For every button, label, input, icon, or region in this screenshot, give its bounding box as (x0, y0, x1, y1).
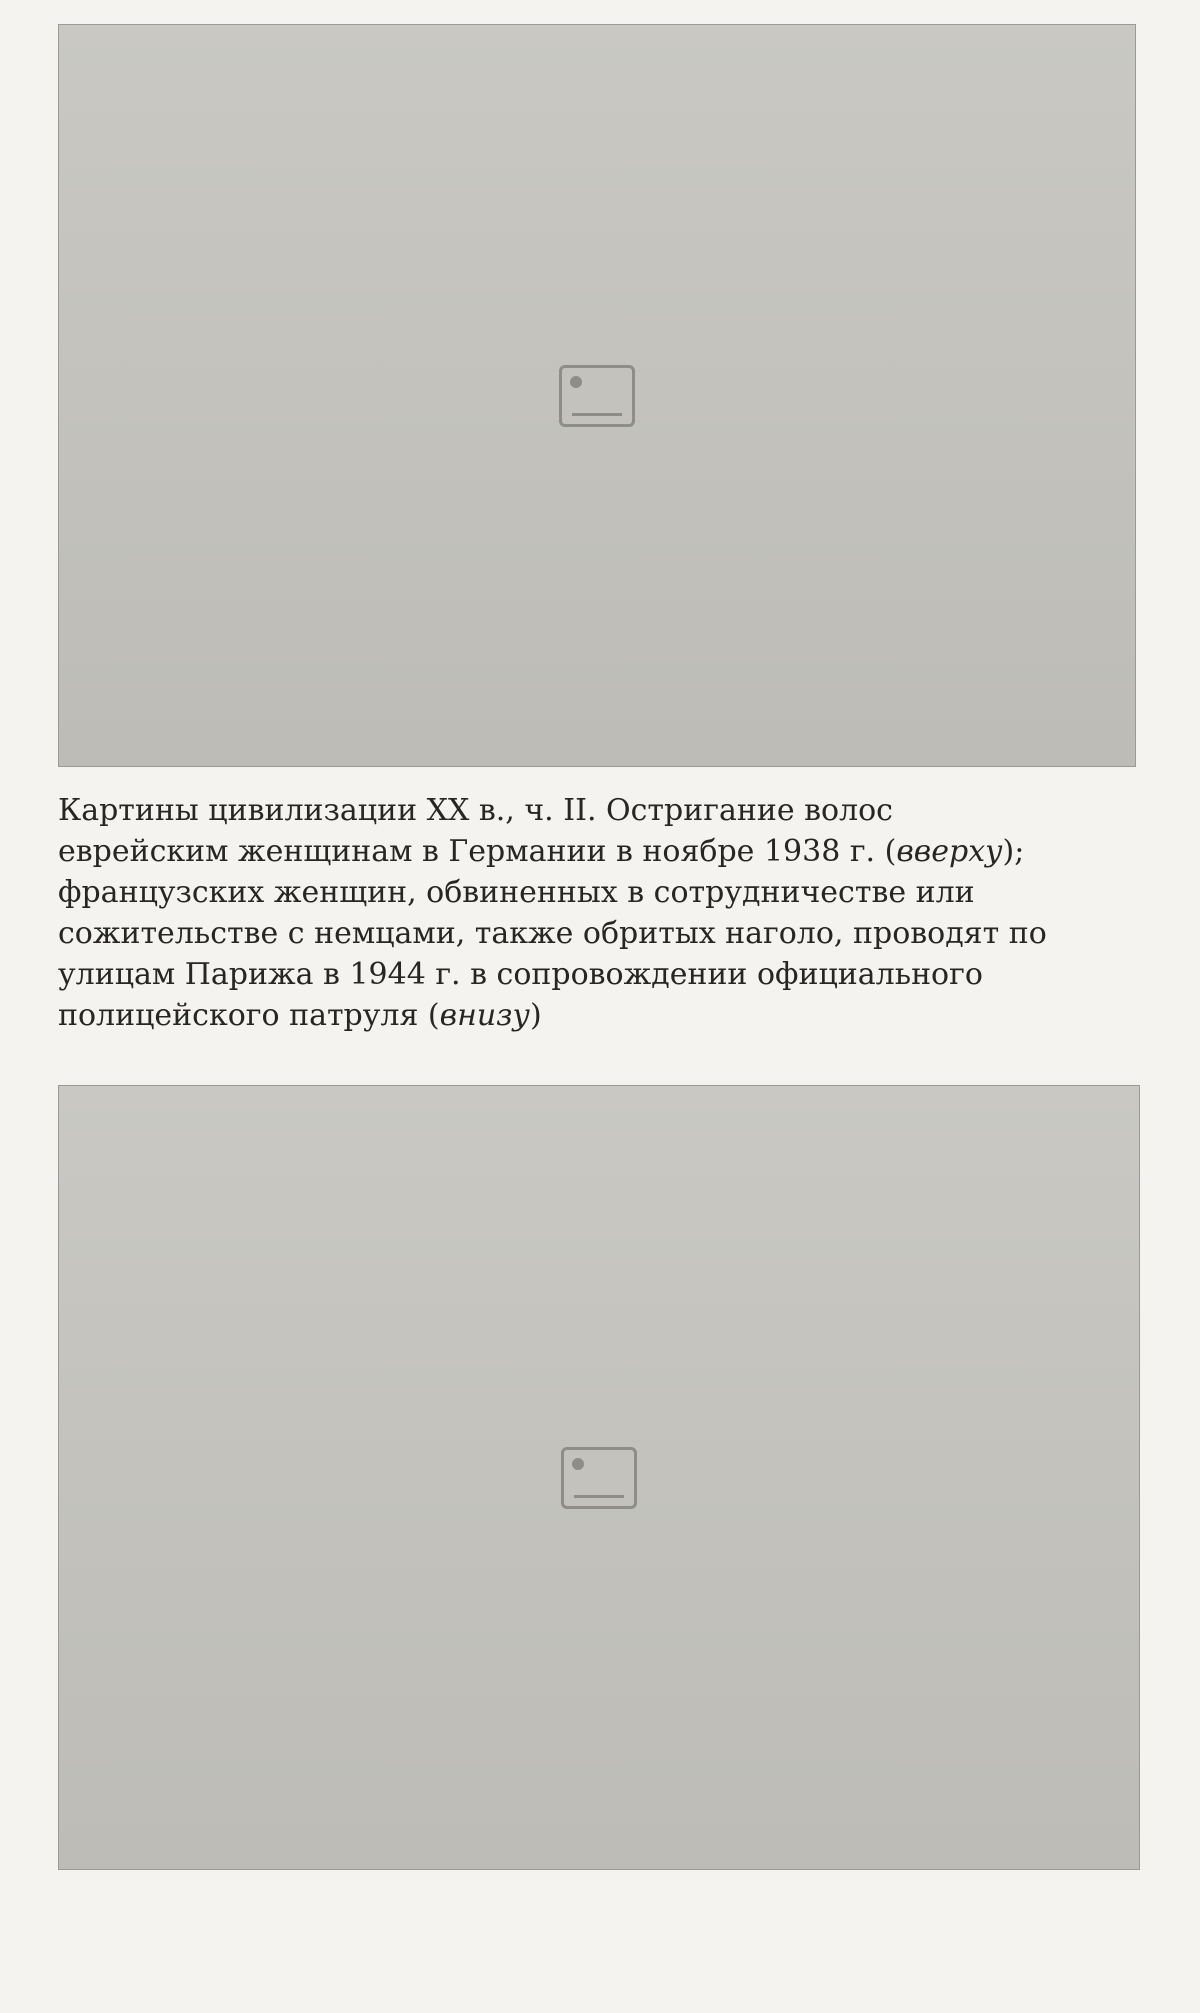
caption-line: полицейского патруля ( (58, 998, 440, 1033)
caption-line: ) (529, 998, 542, 1033)
caption-line: французских женщин, обвиненных в сотрудничестве или (58, 875, 975, 910)
photo-icon (559, 365, 635, 427)
top-photo-placeholder (58, 24, 1136, 767)
caption-line: улицам Парижа в 1944 г. в сопровождении официального (58, 957, 983, 992)
photo-caption (58, 790, 1138, 1036)
bottom-photo-placeholder (58, 1085, 1140, 1870)
caption-position-top: вверху (896, 834, 1003, 869)
caption-line: ); (1002, 834, 1025, 869)
caption-position-bottom: внизу (439, 998, 530, 1033)
caption-line: Картины цивилизации XX в., ч. II. Остригание волос (58, 793, 893, 828)
caption-line: еврейским женщинам в Германии в ноябре 1938 г. ( (58, 834, 897, 869)
caption-line: сожительстве с немцами, также обритых наголо, проводят по (58, 916, 1047, 951)
photo-icon (561, 1447, 637, 1509)
